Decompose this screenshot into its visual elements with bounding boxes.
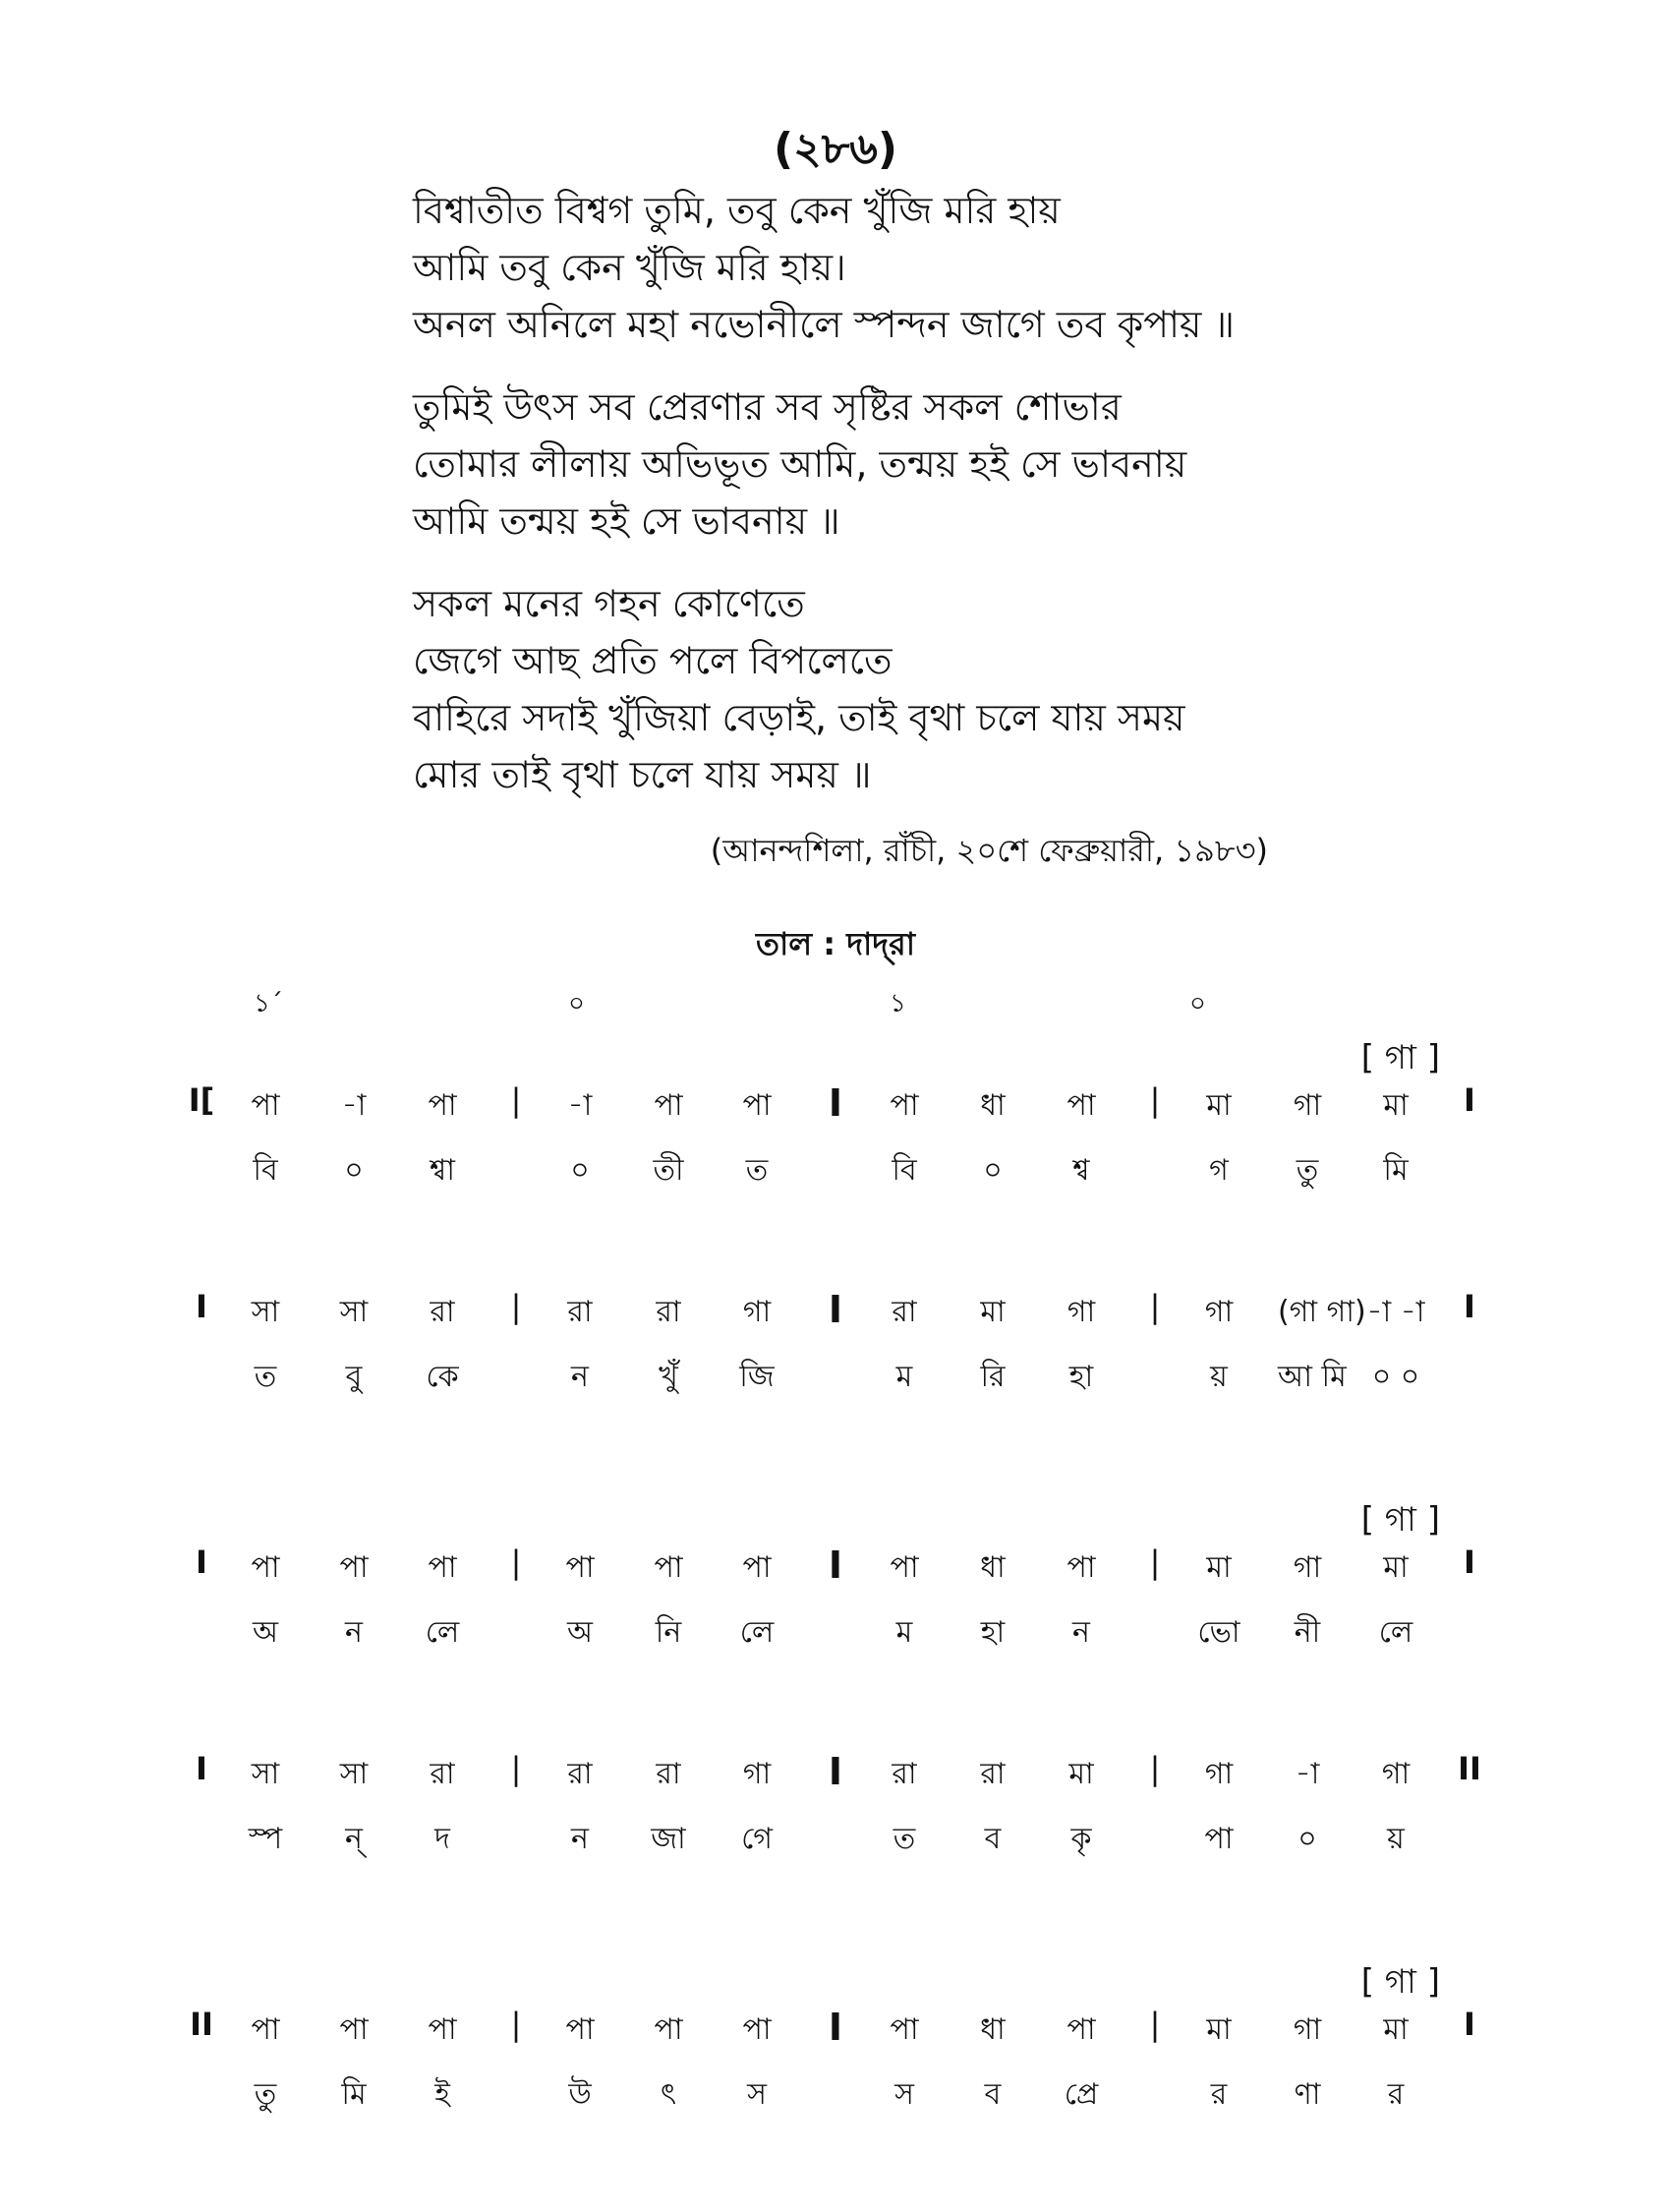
lyric-syllable: নি — [655, 1615, 682, 1650]
bar-line: | — [510, 1750, 522, 1787]
notation-block — [0, 1956, 1671, 2212]
beat-mark: ১´ — [254, 989, 283, 1019]
lyric-syllable: ৎ — [660, 2077, 677, 2112]
swar-note: গা — [1381, 1757, 1411, 1791]
lyric-line: মোর তাই বৃথা চলে যায় সময় ॥ — [413, 753, 872, 796]
stanza — [413, 182, 1396, 353]
lyric-syllable: জি — [739, 1360, 775, 1394]
lyric-row — [0, 1353, 1671, 1418]
bar-line: I — [828, 1081, 843, 1125]
swar-row — [0, 2006, 1671, 2070]
bar-line: | — [510, 2006, 522, 2043]
beat-mark: ০ — [1189, 989, 1206, 1019]
lyric-syllable: ব — [984, 2077, 1002, 2112]
swar-note: গা — [1204, 1295, 1234, 1329]
lyric-line: বিশ্বাতীত বিশ্বগ তুমি, তবু কেন খুঁজি মরি হায় — [413, 189, 1061, 232]
lyric-syllable: ণা — [1294, 2077, 1321, 2112]
swar-note: গা — [742, 1295, 772, 1329]
swar-note: পা — [1066, 2012, 1096, 2047]
lyric-syllable: র — [1387, 2077, 1405, 2112]
lyric-line: তোমার লীলায় অভিভূত আমি, তন্ময় হই সে ভাবনায় — [413, 442, 1187, 486]
swar-note: পা — [565, 2012, 595, 2047]
lyric-syllable: তু — [254, 2077, 277, 2112]
lyric-syllable: ত — [745, 1153, 769, 1188]
lyric-syllable: আ মি — [1278, 1360, 1347, 1394]
lyric-syllable: গে — [741, 1822, 773, 1856]
bar-line: I — [828, 1750, 843, 1793]
beat-mark: ০ — [568, 989, 585, 1019]
bar-line: | — [1149, 2006, 1161, 2043]
swar-note: পা — [339, 2012, 369, 2047]
swar-row — [0, 1543, 1671, 1608]
lyric-row — [0, 2070, 1671, 2135]
lyric-syllable: ন — [571, 1822, 589, 1856]
lyric-syllable: লে — [1378, 1615, 1413, 1650]
swar-note: পা — [742, 2012, 772, 2047]
lyric-row — [0, 1608, 1671, 1673]
notation-block — [0, 1750, 1671, 1956]
swar-note: মা — [1206, 1550, 1232, 1585]
swar-note: ধা — [980, 2012, 1006, 2047]
lyric-syllable: ত — [893, 1822, 916, 1856]
lyric-syllable: লে — [739, 1615, 775, 1650]
lyric-syllable: ই — [434, 2077, 450, 2112]
lyric-syllable: প্রে — [1064, 2077, 1099, 2112]
lyric-line: জেগে আছ প্রতি পলে বিপলেতে — [413, 639, 893, 682]
notation-block — [0, 1288, 1671, 1494]
bar-line: I — [196, 1543, 207, 1581]
lyric-syllable: ০ — [1297, 1822, 1317, 1856]
swar-note: -া — [341, 1088, 367, 1123]
lyric-syllable: পা — [1204, 1822, 1234, 1856]
swar-note: গা — [1293, 1088, 1322, 1123]
swar-note: পা — [251, 2012, 280, 2047]
swar-note: মা — [1206, 1088, 1232, 1123]
lyric-syllable: জা — [651, 1822, 686, 1856]
lyric-syllable: ত — [254, 1360, 277, 1394]
stanza — [413, 575, 1396, 803]
lyric-syllable: গ — [1209, 1153, 1229, 1188]
lyric-syllable: শ্ব — [1072, 1153, 1090, 1188]
lyric-syllable: উ — [568, 2077, 592, 2112]
lyric-row — [0, 1815, 1671, 1880]
bar-line: II — [1458, 1750, 1481, 1787]
swar-note: রা — [567, 1295, 593, 1329]
bar-line: I — [196, 1288, 207, 1325]
stanza — [413, 378, 1396, 550]
swar-note: রা — [892, 1757, 917, 1791]
swar-note: মা — [1383, 2012, 1409, 2047]
lyric-syllable: অ — [253, 1615, 278, 1650]
page-number: (২৮৬) — [774, 124, 897, 174]
bar-line: I — [828, 1288, 843, 1331]
lyric-syllable: অ — [567, 1615, 593, 1650]
lyric-syllable: খুঁ — [659, 1360, 678, 1394]
swar-note: পা — [565, 1550, 595, 1585]
beat-mark: ১ — [890, 989, 906, 1019]
swar-row — [0, 1081, 1671, 1146]
swar-note: (গা গা) — [1278, 1295, 1366, 1329]
swar-note: গা — [1293, 2012, 1322, 2047]
swar-note: মা — [980, 1295, 1006, 1329]
swar-note: পা — [251, 1088, 280, 1123]
bar-line: I[ — [188, 1081, 215, 1119]
lyric-syllable: নী — [1294, 1615, 1321, 1650]
tal-title: তাল : দাদ্‌রা — [756, 925, 915, 962]
bar-line: I — [1464, 1288, 1475, 1325]
lyric-syllable: কৃ — [1070, 1822, 1092, 1856]
beat-marks — [0, 983, 1671, 1022]
lyric-syllable: রি — [980, 1360, 1006, 1394]
swar-note: পা — [890, 1088, 919, 1123]
notation-grid — [0, 1032, 1671, 2212]
lyric-syllable: দ — [434, 1822, 450, 1856]
swar-note: পা — [742, 1088, 772, 1123]
swar-note: -া -া — [1366, 1295, 1425, 1329]
lyric-line: তুমিই উৎস সব প্রেরণার সব সৃষ্টির সকল শোভার — [413, 385, 1122, 429]
swar-note: পা — [890, 2012, 919, 2047]
lyric-syllable: ০ — [344, 1153, 364, 1188]
lyric-syllable: কে — [426, 1360, 459, 1394]
lyric-syllable: ০ ০ — [1371, 1360, 1420, 1394]
swar-note: পা — [654, 1550, 683, 1585]
swar-note: রা — [656, 1295, 681, 1329]
bar-line: I — [1464, 1081, 1475, 1119]
swar-note: সা — [339, 1757, 369, 1791]
notation-block — [0, 1032, 1671, 1288]
swar-note: -া — [1295, 1757, 1320, 1791]
swar-note: রা — [430, 1757, 455, 1791]
swar-note: রা — [980, 1757, 1006, 1791]
swar-note: মা — [1383, 1088, 1409, 1123]
bar-line: I — [196, 1750, 207, 1787]
swar-note: ধা — [980, 1088, 1006, 1123]
bar-line: I — [828, 2006, 843, 2049]
lyrics — [413, 182, 1396, 829]
lyric-syllable: বি — [253, 1153, 278, 1188]
swar-note: পা — [428, 2012, 457, 2047]
swar-note: রা — [567, 1757, 593, 1791]
lyric-syllable: ন — [1072, 1615, 1090, 1650]
lyric-syllable: ব — [984, 1822, 1002, 1856]
lyric-line: বাহিরে সদাই খুঁজিয়া বেড়াই, তাই বৃথা চলে যায় সময় — [413, 696, 1185, 739]
swar-note: পা — [654, 2012, 683, 2047]
lyric-syllable: য় — [1387, 1822, 1405, 1856]
lyric-syllable: ০ — [570, 1153, 590, 1188]
lyric-syllable: মি — [341, 2077, 367, 2112]
bar-line: I — [1464, 1543, 1475, 1581]
bar-line: I — [828, 1543, 843, 1587]
swar-note: পা — [251, 1550, 280, 1585]
lyric-syllable: ন — [571, 1360, 589, 1394]
swar-note: মা — [1383, 1550, 1409, 1585]
lyric-syllable: ভো — [1197, 1615, 1240, 1650]
lyric-syllable: স — [747, 2077, 767, 2112]
lyric-syllable: বি — [892, 1153, 917, 1188]
swar-note: পা — [428, 1088, 457, 1123]
bar-line: | — [1149, 1543, 1161, 1581]
swar-note: ধা — [980, 1550, 1006, 1585]
lyric-syllable: ন্ — [345, 1822, 363, 1856]
swar-row — [0, 1750, 1671, 1815]
bar-line: | — [1149, 1750, 1161, 1787]
lyric-syllable: ম — [895, 1615, 913, 1650]
lyric-line: আমি তন্ময় হই সে ভাবনায় ॥ — [413, 499, 840, 543]
swar-row — [0, 1288, 1671, 1353]
lyric-syllable: তু — [1296, 1153, 1319, 1188]
swar-note: মা — [1068, 1757, 1094, 1791]
lyric-syllable: ম — [895, 1360, 913, 1394]
lyric-line: অনল অনিলে মহা নভোনীলে স্পন্দন জাগে তব কৃপায় ॥ — [413, 303, 1235, 346]
lyric-syllable: তী — [653, 1153, 684, 1188]
swar-note: পা — [1066, 1550, 1096, 1585]
swar-note: গা — [1293, 1550, 1322, 1585]
lyric-line: সকল মনের গহন কোণেতে — [413, 582, 805, 625]
lyric-syllable: স — [894, 2077, 914, 2112]
bar-line: | — [1149, 1081, 1161, 1119]
swar-note: গা — [1204, 1757, 1234, 1791]
swar-note: পা — [654, 1088, 683, 1123]
swar-note: পা — [428, 1550, 457, 1585]
bar-line: | — [510, 1288, 522, 1325]
top-note: [ গা ] — [1360, 1500, 1440, 1540]
lyric-syllable: শ্বা — [430, 1153, 455, 1188]
swar-note: সা — [251, 1757, 280, 1791]
lyric-syllable: হা — [980, 1615, 1006, 1650]
lyric-syllable: য় — [1210, 1360, 1228, 1394]
swar-note: গা — [1066, 1295, 1096, 1329]
swar-note: -া — [567, 1088, 593, 1123]
top-note: [ গা ] — [1360, 1038, 1440, 1077]
bar-line: | — [510, 1081, 522, 1119]
lyric-row — [0, 1146, 1671, 1211]
swar-note: পা — [742, 1550, 772, 1585]
bar-line: I — [1464, 2006, 1475, 2043]
lyric-syllable: র — [1210, 2077, 1228, 2112]
swar-note: পা — [890, 1550, 919, 1585]
swar-note: গা — [742, 1757, 772, 1791]
swar-note: রা — [656, 1757, 681, 1791]
swar-note: পা — [339, 1550, 369, 1585]
lyric-syllable: লে — [425, 1615, 460, 1650]
swar-note: রা — [430, 1295, 455, 1329]
lyric-syllable: বু — [345, 1360, 363, 1394]
bar-line: | — [1149, 1288, 1161, 1325]
lyric-syllable: স্প — [248, 1822, 283, 1856]
bar-line: | — [510, 1543, 522, 1581]
swar-note: সা — [339, 1295, 369, 1329]
swar-note: মা — [1206, 2012, 1232, 2047]
lyric-syllable: মি — [1383, 1153, 1409, 1188]
lyric-syllable: ন — [345, 1615, 363, 1650]
swar-note: রা — [892, 1295, 917, 1329]
lyric-line: আমি তবু কেন খুঁজি মরি হায়। — [413, 246, 846, 289]
lyric-syllable: ০ — [983, 1153, 1003, 1188]
bar-line: II — [190, 2006, 213, 2043]
swar-note: পা — [1066, 1088, 1096, 1123]
notation-block — [0, 1494, 1671, 1750]
swar-note: সা — [251, 1295, 280, 1329]
top-note: [ গা ] — [1360, 1962, 1440, 2002]
citation: (আনন্দশিলা, রাঁচী, ২০শে ফেব্রুয়ারী, ১৯৮৩) — [710, 832, 1268, 869]
lyric-syllable: হা — [1068, 1360, 1094, 1394]
